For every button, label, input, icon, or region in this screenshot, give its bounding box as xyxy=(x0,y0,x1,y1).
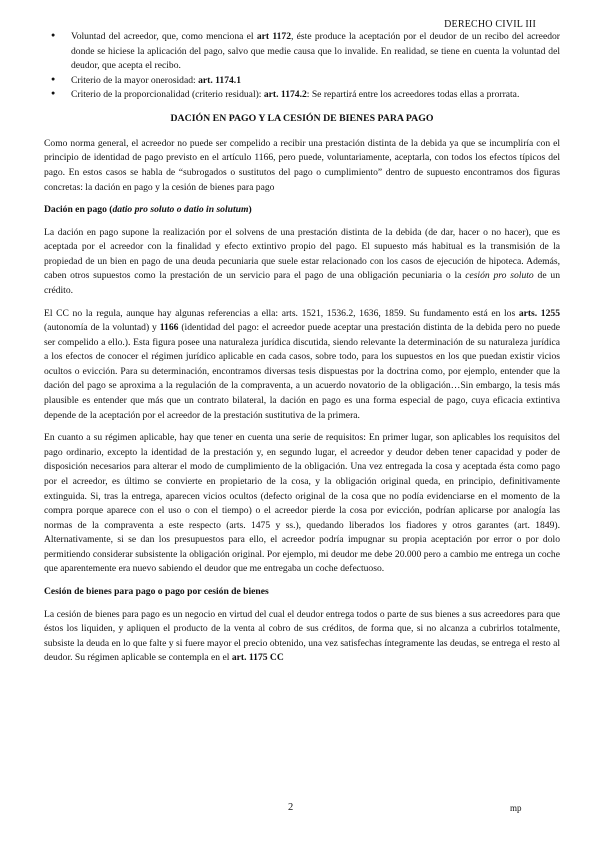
bullet-item xyxy=(71,88,560,103)
intro-paragraph: Como norma general, el acreedor no puede ser compelido a recibir una prestación distinta de la debida ya que se incumpliría con el principio de identidad de pago previsto en el artículo 1166, pero puede, voluntariamente, aceptarla, con todos los efectos típicos del pago. En estos casos se habla de “subrogados o sustitutos del pago o cumplimiento” dentro de supuesto encontramos dos figuras concretas: la dación en pago y la cesión de bienes para pago xyxy=(44,137,560,193)
article-reference: art. 1174.2 xyxy=(263,89,307,101)
paragraph-text: de un crédito. xyxy=(44,270,560,296)
running-header: DERECHO CIVIL III xyxy=(444,19,536,30)
page-content xyxy=(44,30,560,674)
heading-text: ) xyxy=(248,204,252,216)
bullet-item xyxy=(71,74,560,89)
criteria-bullet-list xyxy=(44,30,560,103)
bullet-item xyxy=(71,30,560,74)
paragraph-text: El CC no la regula, aunque hay algunas referencias a ella: arts. 1521, 1536.2, 1636, 1859. Su fundamento está en los xyxy=(44,307,519,319)
page-number: 2 xyxy=(288,802,294,813)
article-reference: art. 1174.1 xyxy=(198,74,241,86)
latin-term: cesión pro soluto xyxy=(465,270,534,282)
section-title: DACIÓN EN PAGO Y LA CESIÓN DE BIENES PARA PAGO xyxy=(170,112,434,124)
dacion-heading xyxy=(44,203,560,218)
dacion-paragraph-1 xyxy=(44,226,560,299)
heading-latin-term: datio pro soluto o datio in solutum xyxy=(112,204,249,216)
cesion-paragraph-1 xyxy=(44,608,560,666)
dacion-paragraph-3: En cuanto a su régimen aplicable, hay que tener en cuenta una serie de requisitos: En primer lugar, son aplicables los requisitos del pago ordinario, excepto la identidad de la prestación y, en segundo lugar, el acreedor y deudor deben tener capacidad y poder de disposición necesarios para alterar el modo de cumplimiento de la obligación. Una vez entregada la cosa y aceptada ésta como pago por el acreedor, es último se convierte en propietario de la cosa, y la obligación original queda, en principio, definitivamente extinguida. Si, tras la entrega, aparecen vicios ocultos (defecto original de la cosa que no podía evidenciarse en el momento de la compra porque aparece con el uso o con el tiempo) o el acreedor pierde la cosa por evicción, podrían aplicarse por analogía las normas de la compraventa a este respecto (arts. 1475 y ss.), quedando liberados los fiadores y otros garantes (art. 1849). Alternativamente, si se dan los presupuestos para ello, el acreedor podría impugnar su propia aceptación por error o por dolo permitiendo considerar subsistente la obligación original. Por ejemplo, mi deudor me debe 20.000 pero a cambio me entrega un coche que aparentemente era nuevo sabiendo el deudor que me entregaba un coche defectuoso. xyxy=(44,432,560,575)
bullet-text: , éste produce la aceptación por el deudor de un recibo del acreedor donde se hiciese la aplicación del pago, salvo que medie causa que lo invalide. En realidad, se tiene en cuenta la voluntad del deudor, que acepta el recibo. xyxy=(71,31,560,72)
bullet-text: : Se repartirá entre los acreedores todas ellas a prorrata. xyxy=(306,89,520,101)
dacion-paragraph-2 xyxy=(44,307,560,424)
article-reference: art 1172 xyxy=(256,31,291,42)
paragraph-text: La dación en pago supone la realización por el solvens de una prestación distinta de la debida (de dar, hacer o no hacer), que es aceptada por el acreedor con la finalidad y efecto extintivo propio del pago. El supuesto más habitual es la transmisión de la propiedad de un bien en pago de una deuda pecuniaria que suele estar relacionado con los casos de ejecución de hipoteca. Además, caben otros supuestos como la prestación de un servicio para el pago de una obligación pecuniaria o la xyxy=(44,226,560,282)
bullet-text: Criterio de la mayor onerosidad: xyxy=(71,74,199,86)
bullet-text: Criterio de la proporcionalidad (criterio residual): xyxy=(71,89,264,101)
heading-text: Dación en pago ( xyxy=(44,204,113,216)
bullet-text: Voluntad del acreedor, que, como menciona el xyxy=(71,31,257,42)
paragraph-text: La cesión de bienes para pago es un negocio en virtud del cual el deudor entrega todos o parte de sus bienes a sus acreedores para que éstos los liquiden, y apliquen el producto de la venta al cobro de sus créditos, de forma que, si no alcanza a cubrirlos totalmente, subsiste la deuda en lo que falte y si fuere mayor el precio obtenido, una vez satisfechas íntegramente las deudas, se entrega el resto al deudor. Su régimen aplicable se contempla en el xyxy=(44,608,560,664)
cesion-heading: Cesión de bienes para pago o pago por cesión de bienes xyxy=(44,585,269,597)
paragraph-text: (identidad del pago: el acreedor puede aceptar una prestación distinta de la debida pero no puede ser compelido a ello.). Esta figura posee una naturaleza jurídica discutida, siendo relevante la determinación de su naturaleza jurídica a los efectos de conocer el régimen jurídico aplicable en cada casos, sobre todo, para los supuestos en los que puedan existir vicios ocultos o evicción. Para su determinación, encontramos diversas tesis dispuestas por la doctrina como, por ejemplo, entender que la dación del pago se aproxima a la regulación de la compraventa, a un acuerdo novatorio de la obligación…Sin embargo, la tesis más plausible es entender que más que un contrato bilateral, la dación en pago es una forma especial de pago, cuya eficacia extintiva depende de la aceptación por el acreedor de la prestación sustitutiva de la primera. xyxy=(44,322,560,421)
paragraph-text: (autonomía de la voluntad) y xyxy=(44,322,160,334)
article-reference: 1166 xyxy=(159,322,179,334)
author-initials: mp xyxy=(510,803,522,813)
article-reference: arts. 1255 xyxy=(518,307,560,319)
article-reference: art. 1175 CC xyxy=(231,652,284,664)
